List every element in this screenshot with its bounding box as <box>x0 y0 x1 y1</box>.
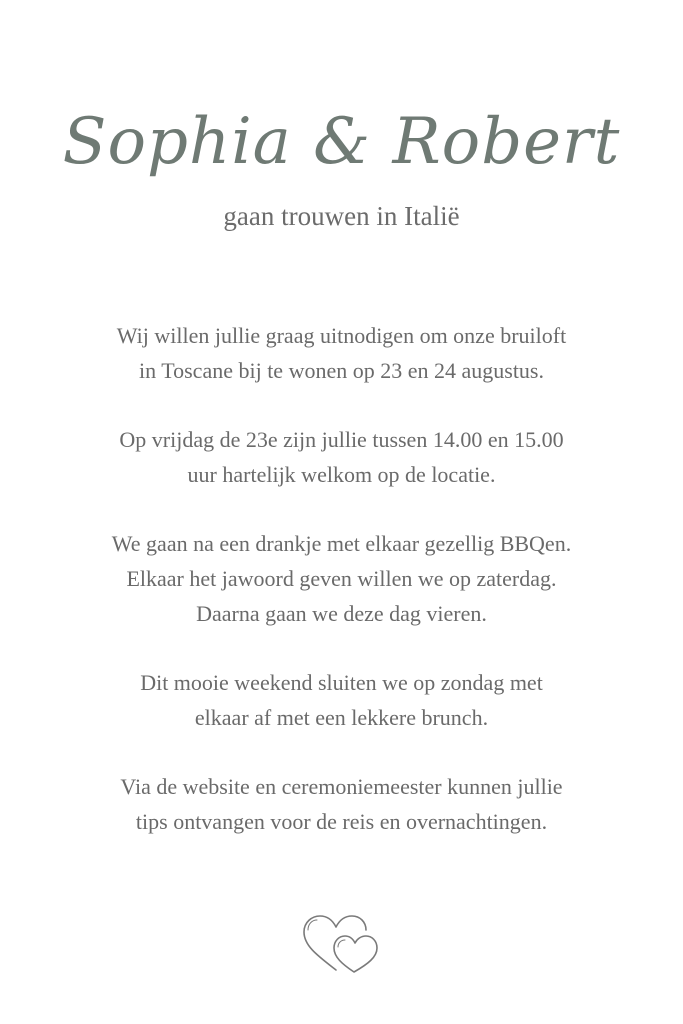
paragraph-friday <box>40 422 643 492</box>
text-line: elkaar af met een lekkere brunch. <box>194 705 489 730</box>
text-line: tips ontvangen voor de reis en overnachtingen. <box>135 809 548 834</box>
text-line: uur hartelijk welkom op de locatie. <box>187 462 496 487</box>
text-line: Elkaar het jawoord geven willen we op zaterdag. <box>126 566 557 591</box>
text-line: Daarna gaan we deze dag vieren. <box>196 601 487 626</box>
text-line: Via de website en ceremoniemeester kunnen jullie <box>120 774 563 799</box>
text-line: Op vrijdag de 23e zijn jullie tussen 14.00 en 15.00 <box>119 427 564 452</box>
text-line: in Toscane bij te wonen op 23 en 24 augustus. <box>139 358 544 383</box>
paragraph-saturday <box>40 526 643 631</box>
invitation-body <box>40 318 643 873</box>
text-line: We gaan na een drankje met elkaar gezellig BBQen. <box>111 531 572 556</box>
text-line: Wij willen jullie graag uitnodigen om onze bruiloft <box>116 323 567 348</box>
couple-names: Sophia & Robert <box>62 105 621 179</box>
text-line: Dit mooie weekend sluiten we op zondag met <box>140 670 543 695</box>
two-hearts-icon <box>300 908 384 978</box>
paragraph-sunday <box>40 665 643 735</box>
invitation-subtitle: gaan trouwen in Italië <box>223 201 460 231</box>
paragraph-invitation <box>40 318 643 388</box>
paragraph-website <box>40 769 643 839</box>
